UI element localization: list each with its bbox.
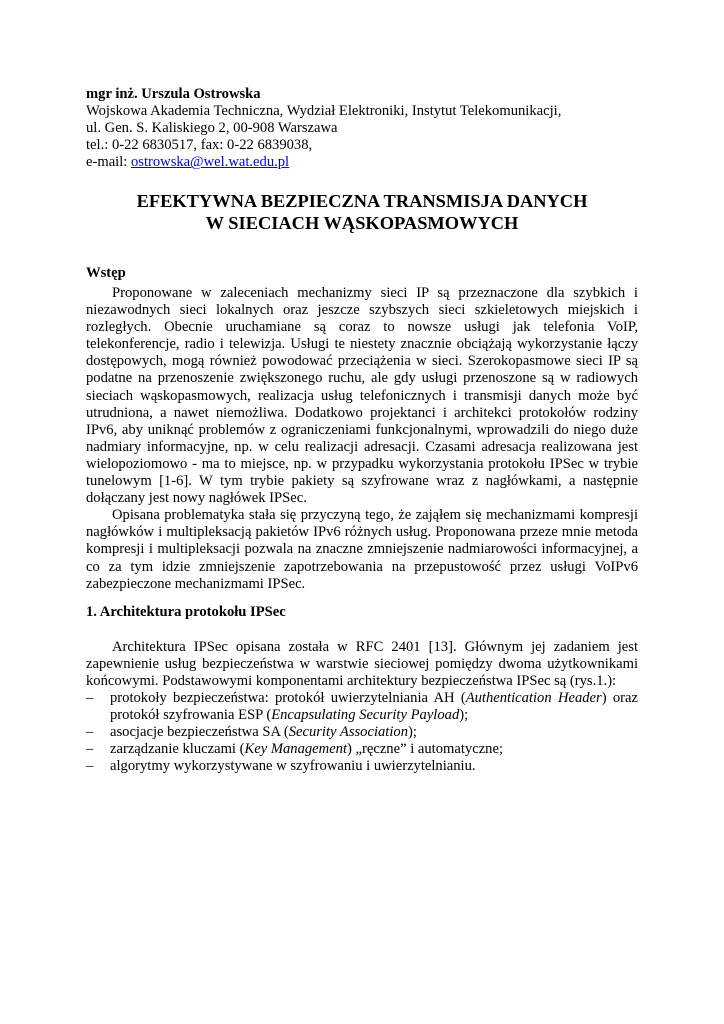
author-name: mgr inż. Urszula Ostrowska bbox=[86, 86, 261, 102]
title-line-2: W SIECIACH WĄSKOPASMOWYCH bbox=[205, 213, 519, 233]
intro-paragraph-1: Proponowane w zaleceniach mechanizmy sieci IP są przeznaczone dla szybkich i niezawodnych sieci lokalnych oraz jeszcze szybszych sieci szkieletowych miejskich i rozległych. Obecnie uruchamiane są coraz to nowsze usługi jak telefonia VoIP, telekonferencje, radio i telewizja. Usługi te niestety znacznie obciążają wykorzystanie łączy dostępowych, mogą również powodować przeciążenia w sieci. Szerokopasmowe sieci IP są podatne na przenoszenie zwiększonego ruchu, ale gdy usługi przenoszone są w radiowych sieciach wąskopasmowych, realizacja usług telefonicznych i transmisji danych może być utrudniona, a nawet niemożliwa. Dodatkowo projektanci i architekci protokołów rodziny IPv6, aby uniknąć problemów z ograniczeniami funkcjonalnymi, wprowadzili do niego duże nadmiary informacyjne, np. w celu realizacji adresacji. Czasami adresacja realizowana jest wielopoziomowo - ma to miejsce, np. w przypadku wykorzystania protokołu IPSec w trybie tunelowym [1-6]. W tym trybie pakiety są szyfrowane wraz z nagłówkami, a następnie dołączany jest nowy nagłówek IPSec. bbox=[86, 285, 638, 507]
section-heading-1: 1. Architektura protokołu IPSec bbox=[86, 604, 286, 620]
section1-body bbox=[86, 639, 638, 690]
dash-bullet: – bbox=[86, 724, 94, 741]
email-link[interactable]: ostrowska@wel.wat.edu.pl bbox=[130, 154, 290, 171]
author-block bbox=[86, 86, 646, 171]
author-phone: tel.: 0-22 6830517, fax: 0-22 6839038, bbox=[86, 137, 313, 154]
list-item: – protokoły bezpieczeństwa: protokół uwierzytelniania AH (Authentication Header) oraz protokół szyfrowania ESP (Encapsulating Security Payload); bbox=[86, 690, 638, 724]
list-item: – zarządzanie kluczami (Key Management) „ręczne” i automatyczne; bbox=[86, 741, 504, 758]
intro-body bbox=[86, 285, 638, 593]
email-label: e-mail: bbox=[86, 154, 131, 171]
author-email-line bbox=[86, 154, 646, 171]
author-address: ul. Gen. S. Kaliskiego 2, 00-908 Warszawa bbox=[86, 120, 338, 137]
paper-title bbox=[60, 190, 664, 234]
dash-bullet: – bbox=[86, 741, 94, 758]
author-affiliation: Wojskowa Akademia Techniczna, Wydział Elektroniki, Instytut Telekomunikacji, bbox=[86, 103, 562, 120]
intro-paragraph-2: Opisana problematyka stała się przyczyną tego, że zająłem się mechanizmami kompresji nagłówków i multipleksacją pakietów IPv6 różnych usług. Proponowana przeze mnie metoda kompresji i multipleksacji pozwala na znaczne zmniejszenie nadmiarowości informacyjnej, a co za tym idzie zmniejszenie zapotrzebowania na przepustowość przez usługi VoIPv6 zabezpieczone mechanizmami IPSec. bbox=[86, 507, 638, 592]
dash-bullet: – bbox=[86, 690, 94, 706]
dash-bullet: – bbox=[86, 758, 94, 775]
list-item: – asocjacje bezpieczeństwa SA (Security Association); bbox=[86, 724, 417, 741]
section1-paragraph-1: Architektura IPSec opisana została w RFC 2401 [13]. Głównym jej zadaniem jest zapewnienie usług bezpieczeństwa w warstwie sieciowej pomiędzy dwoma użytkownikami końcowymi. Podstawowymi komponentami architektury bezpieczeństwa IPSec są (rys.1.): bbox=[86, 639, 638, 690]
section-heading-intro: Wstęp bbox=[86, 265, 126, 281]
list-item: – algorytmy wykorzystywane w szyfrowaniu i uwierzytelnianiu. bbox=[86, 758, 476, 775]
title-line-1: EFEKTYWNA BEZPIECZNA TRANSMISJA DANYCH bbox=[136, 191, 588, 211]
components-list bbox=[86, 690, 638, 775]
